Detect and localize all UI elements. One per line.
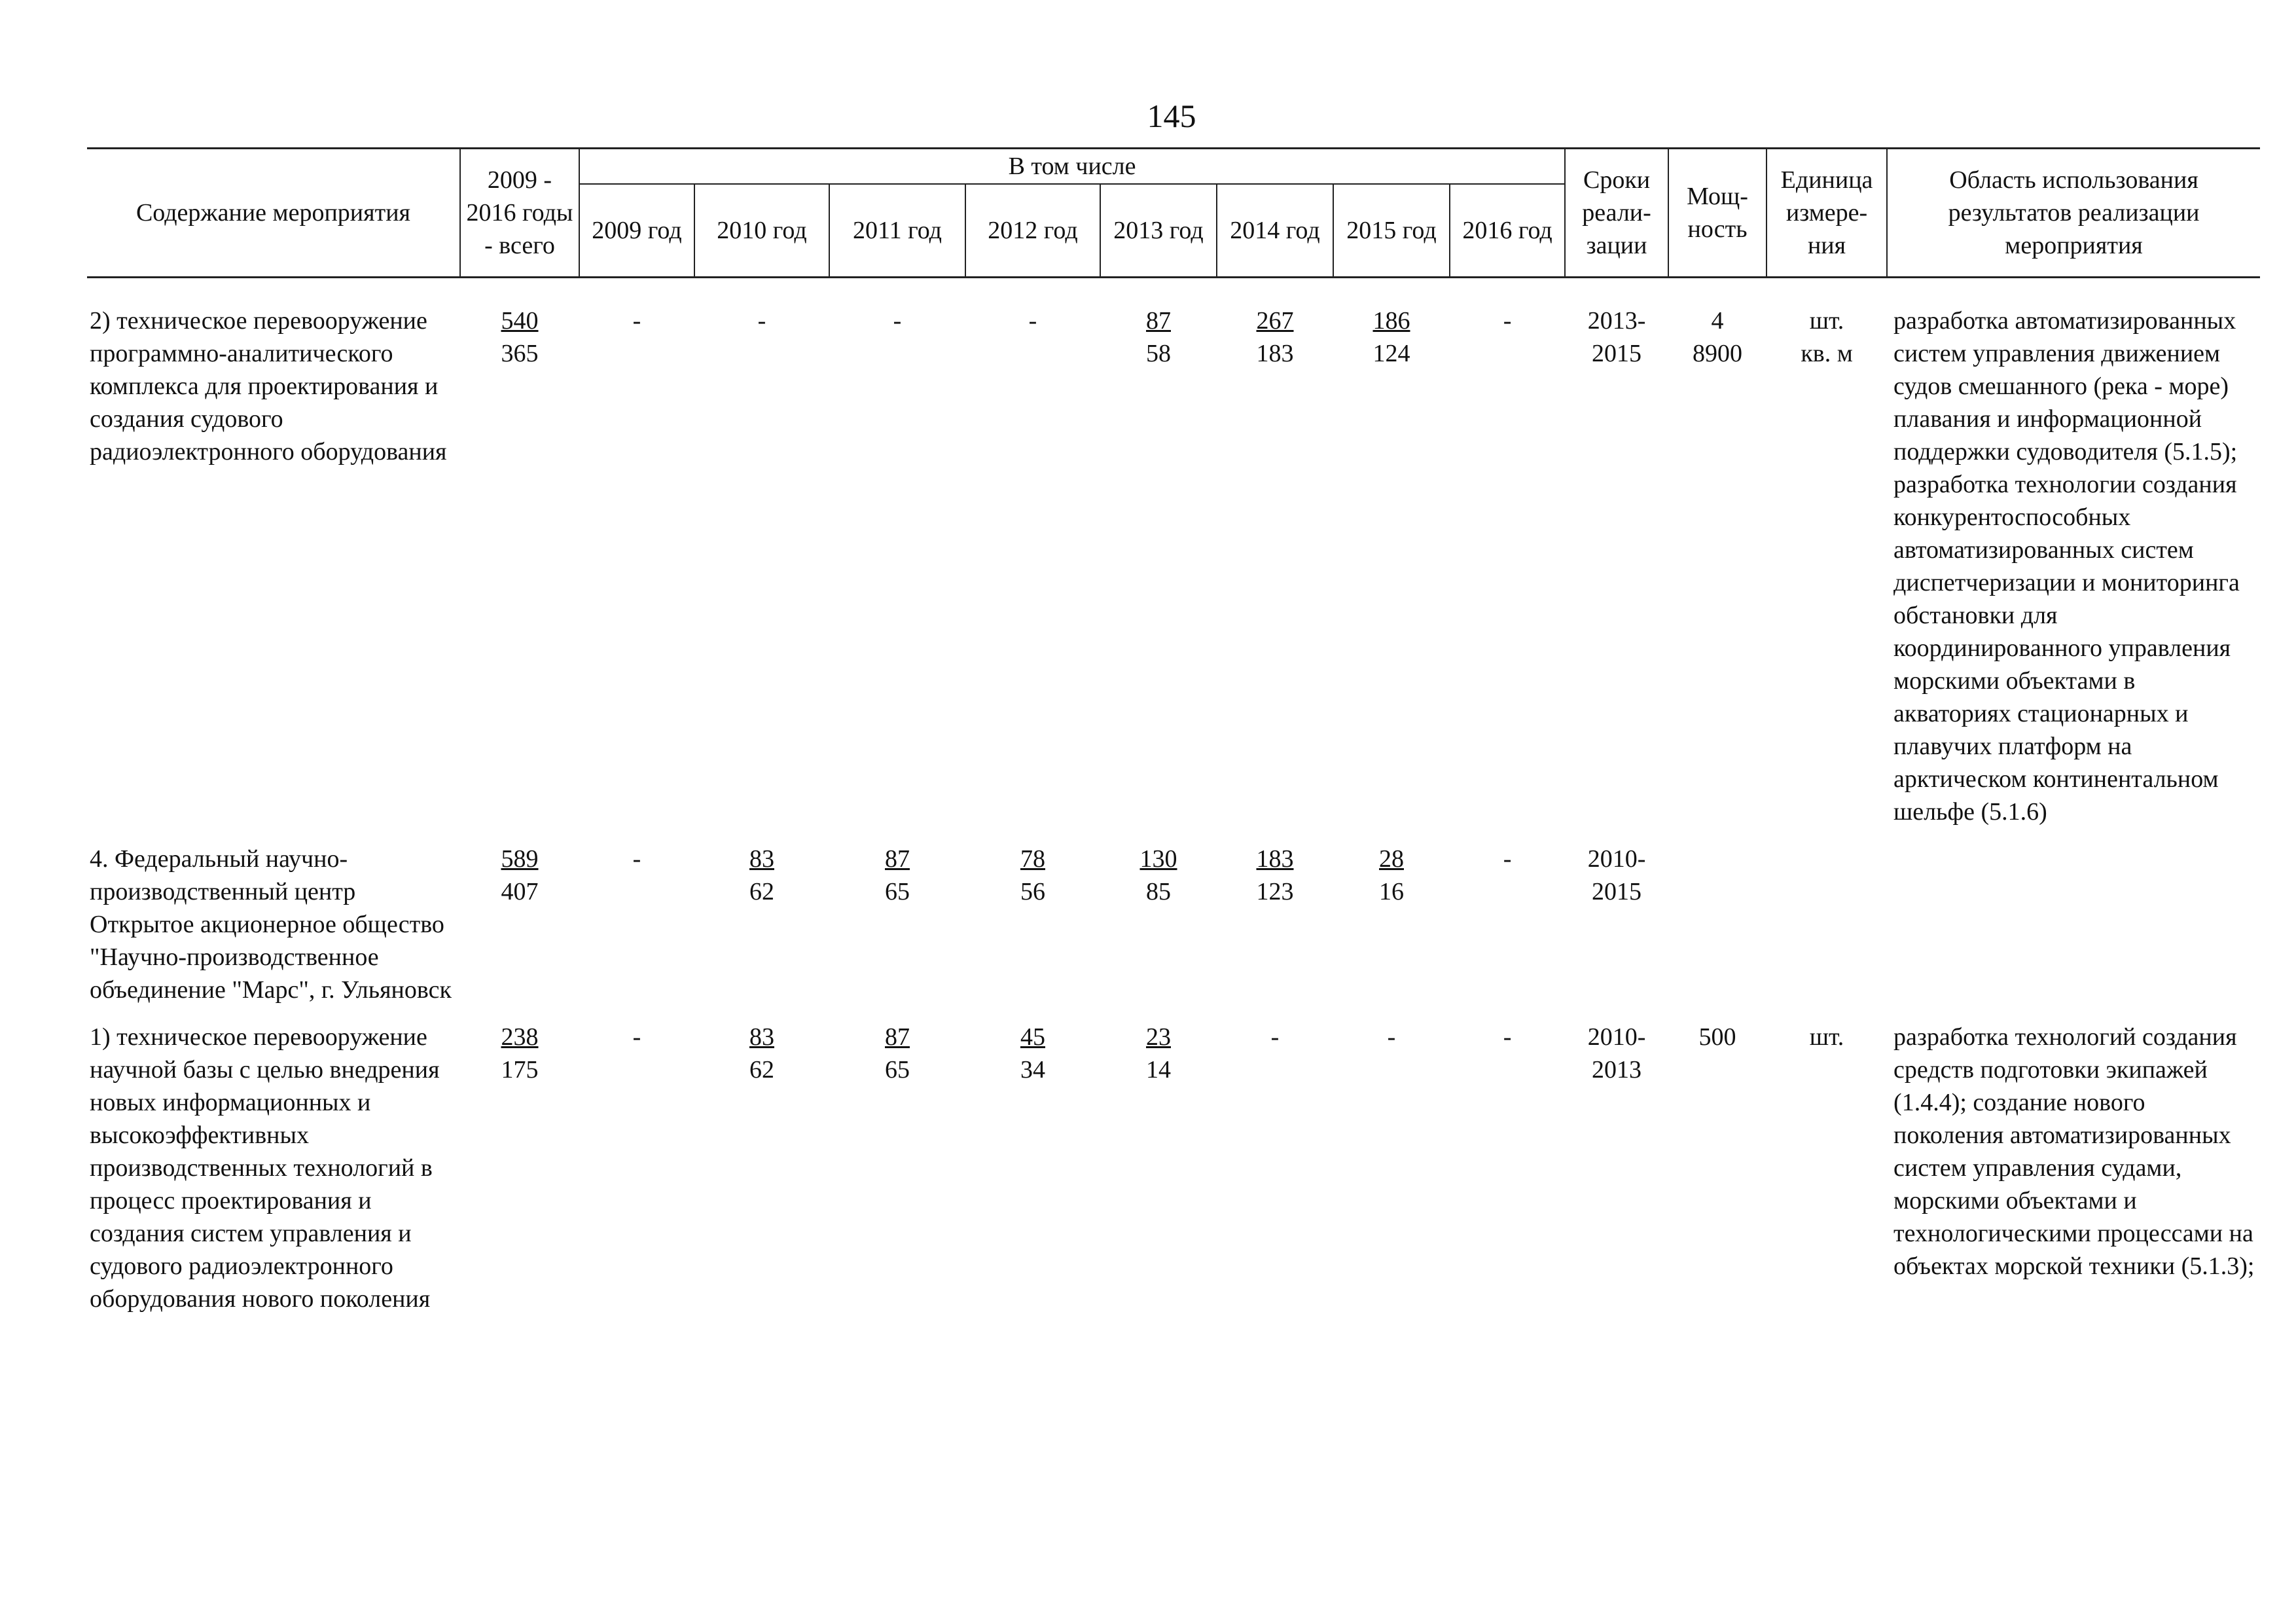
value-bottom: 62 <box>749 878 774 905</box>
row-area <box>1887 843 2260 1021</box>
header-power: Мощ- ность <box>1668 149 1767 278</box>
value-top: шт. <box>1809 307 1844 335</box>
value-top: 87 <box>885 1023 910 1051</box>
row-year-value <box>965 304 1100 843</box>
row-year-value <box>1333 843 1450 1021</box>
row-year-value <box>1450 304 1565 843</box>
table-row <box>87 304 2260 843</box>
header-year-2009: 2009 год <box>579 184 694 278</box>
row-area: разработка технологий создания средств подготовки экипажей (1.4.4); создание нового поколения автоматизированных систем управления судами, морскими объектами и технологическими процессами на объектах морской техники (5.1.3); <box>1893 1023 2255 1280</box>
header-year-2015: 2015 год <box>1333 184 1450 278</box>
value-top: 130 <box>1139 845 1177 873</box>
value-top: 500 <box>1698 1023 1736 1051</box>
value-bottom: 175 <box>501 1056 539 1084</box>
table-body <box>87 278 2260 1330</box>
value-top: 87 <box>885 845 910 873</box>
header-total: 2009 - 2016 годы - всего <box>460 149 579 278</box>
value-top: - <box>1028 307 1037 335</box>
row-power <box>1668 1021 1767 1330</box>
row-year-value <box>829 843 965 1021</box>
value-bottom: 14 <box>1146 1056 1171 1084</box>
table-row <box>87 1021 2260 1330</box>
row-total <box>460 304 579 843</box>
row-power <box>1668 843 1767 1021</box>
row-power <box>1668 304 1767 843</box>
row-year-value <box>829 304 965 843</box>
row-term <box>1565 304 1668 843</box>
row-year-value <box>1100 1021 1217 1330</box>
value-top: 78 <box>1020 845 1045 873</box>
row-year-value <box>965 1021 1100 1330</box>
row-unit <box>1767 843 1887 1021</box>
value-bottom: 65 <box>885 878 910 905</box>
value-top: - <box>757 307 766 335</box>
row-year-value <box>579 1021 694 1330</box>
row-year-value <box>579 843 694 1021</box>
row-year-value <box>1217 1021 1333 1330</box>
row-year-value <box>694 1021 829 1330</box>
table-header <box>87 149 2260 278</box>
row-year-value <box>1333 304 1450 843</box>
page-number: 145 <box>1147 98 1196 134</box>
row-content: 2) техническое перевооружение программно-аналитического комплекса для проектирования и создания судового радиоэлектронного оборудования <box>90 307 447 465</box>
value-top: 45 <box>1020 1023 1045 1051</box>
value-top: 83 <box>749 845 774 873</box>
header-area: Область использования результатов реализации мероприятия <box>1887 149 2260 278</box>
row-year-value <box>694 304 829 843</box>
value-top: 87 <box>1146 307 1171 335</box>
header-year-2011: 2011 год <box>829 184 965 278</box>
value-top: 2010- <box>1587 845 1646 873</box>
header-year-2012: 2012 год <box>965 184 1100 278</box>
value-top: - <box>632 845 641 873</box>
row-year-value <box>829 1021 965 1330</box>
value-bottom: 2013 <box>1592 1056 1642 1084</box>
row-year-value <box>694 843 829 1021</box>
value-top: 2013- <box>1587 307 1646 335</box>
value-top: 4 <box>1711 307 1724 335</box>
row-unit <box>1767 1021 1887 1330</box>
value-bottom: 62 <box>749 1056 774 1084</box>
row-total <box>460 1021 579 1330</box>
value-top: 238 <box>501 1023 539 1051</box>
value-bottom: кв. м <box>1801 340 1853 367</box>
row-area: разработка автоматизированных систем управления движением судов смешанного (река - море) плавания и информационной поддержки судоводителя (5.1.5); разработка технологии создания конкурентоспособных автоматизированных систем диспетчеризации и мониторинга обстановки для координированного управления морскими объектами в акваториях стационарных и плавучих платформ на арктическом континентальном шельфе (5.1.6) <box>1893 307 2240 826</box>
row-year-value <box>1217 304 1333 843</box>
row-content: 4. Федеральный научно-производственный центр Открытое акционерное общество "Научно-производственное объединение "Марс", г. Ульяновск <box>90 845 452 1004</box>
value-bottom: 183 <box>1256 340 1294 367</box>
value-bottom: 65 <box>885 1056 910 1084</box>
value-bottom: 407 <box>501 878 539 905</box>
value-bottom: 2015 <box>1592 340 1642 367</box>
value-bottom: 56 <box>1020 878 1045 905</box>
row-term <box>1565 843 1668 1021</box>
row-year-value <box>965 843 1100 1021</box>
header-term: Сроки реали- зации <box>1565 149 1668 278</box>
value-top: 267 <box>1256 307 1294 335</box>
value-bottom: 2015 <box>1592 878 1642 905</box>
value-top: - <box>1270 1023 1280 1051</box>
value-top: - <box>632 307 641 335</box>
value-top: - <box>1503 845 1512 873</box>
row-unit <box>1767 304 1887 843</box>
value-top: 183 <box>1256 845 1294 873</box>
activities-table <box>87 147 2260 1330</box>
value-top: 186 <box>1372 307 1410 335</box>
row-year-value <box>1450 843 1565 1021</box>
value-bottom: 58 <box>1146 340 1171 367</box>
value-bottom: 85 <box>1146 878 1171 905</box>
value-top: шт. <box>1809 1023 1844 1051</box>
row-year-value <box>1100 304 1217 843</box>
value-top: 2010- <box>1587 1023 1646 1051</box>
row-year-value <box>1450 1021 1565 1330</box>
row-content: 1) техническое перевооружение научной базы с целью внедрения новых информационных и высокоэффективных производственных технологий в процесс проектирования и создания систем управления и судового радиоэлектронного оборудования нового поколения <box>90 1023 440 1313</box>
value-top: 23 <box>1146 1023 1171 1051</box>
value-bottom: 8900 <box>1693 340 1743 367</box>
value-top: - <box>893 307 902 335</box>
header-year-2014: 2014 год <box>1217 184 1333 278</box>
value-top: 28 <box>1379 845 1404 873</box>
row-year-value <box>579 304 694 843</box>
header-unit: Единица измере- ния <box>1767 149 1887 278</box>
value-bottom: 365 <box>501 340 539 367</box>
header-year-2016: 2016 год <box>1450 184 1565 278</box>
header-including: В том числе <box>579 149 1565 185</box>
value-top: - <box>1503 1023 1512 1051</box>
value-top: - <box>1503 307 1512 335</box>
value-top: 589 <box>501 845 539 873</box>
row-year-value <box>1100 843 1217 1021</box>
value-top: - <box>632 1023 641 1051</box>
header-year-2010: 2010 год <box>694 184 829 278</box>
row-year-value <box>1217 843 1333 1021</box>
header-content: Содержание мероприятия <box>87 149 460 278</box>
row-term <box>1565 1021 1668 1330</box>
row-year-value <box>1333 1021 1450 1330</box>
value-bottom: 16 <box>1379 878 1404 905</box>
value-bottom: 124 <box>1372 340 1410 367</box>
value-top: 540 <box>501 307 539 335</box>
value-top: 83 <box>749 1023 774 1051</box>
row-total <box>460 843 579 1021</box>
value-top: - <box>1387 1023 1396 1051</box>
table-row <box>87 843 2260 1021</box>
header-year-2013: 2013 год <box>1100 184 1217 278</box>
value-bottom: 34 <box>1020 1056 1045 1084</box>
value-bottom: 123 <box>1256 878 1294 905</box>
